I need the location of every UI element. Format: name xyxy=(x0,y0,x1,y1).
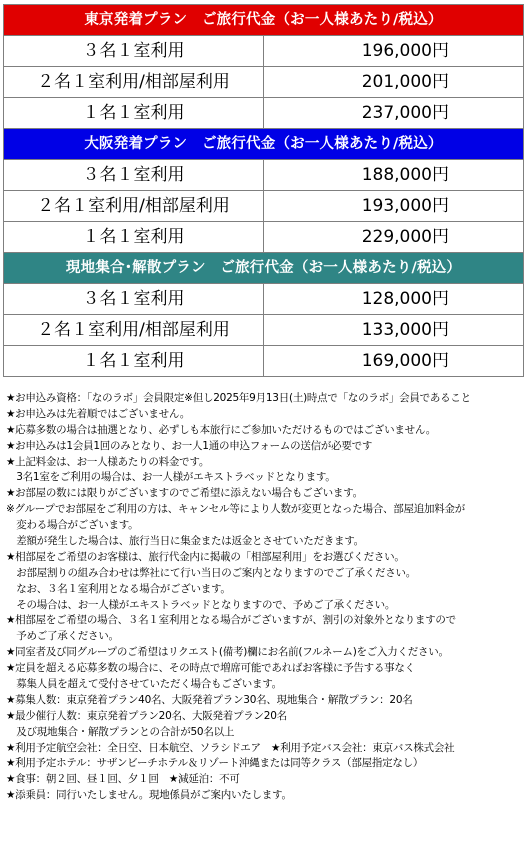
note-line: お部屋割りの組み合わせは弊社にて行い当日のご案内となりますのでご了承ください。 xyxy=(6,566,416,579)
note-line: その場合は、お一人様がエキストラベッドとなりますので、予めご了承ください。 xyxy=(6,598,396,611)
note-line: ★利用予定航空会社：全日空、日本航空、ソラシドエア ★利用予定バス会社：東京バス株式会社 xyxy=(6,741,455,754)
note-line: ★添乗員：同行いたしません。現地係員がご案内いたします。 xyxy=(6,789,292,802)
room-type-label: １名１室利用 xyxy=(4,222,264,253)
price-row xyxy=(4,346,524,377)
note-line: ★食事：朝２回、昼１回、夕１回 ★減延泊：不可 xyxy=(6,773,240,786)
tokyo-section-heading: 東京発着プラン ご旅行代金（お一人様あたり/税込） xyxy=(4,5,524,36)
note-line: ★定員を超える応募多数の場合に、その時点で増席可能であればお客様に予告する事なく xyxy=(6,662,415,675)
note-line: ★同室者及び同グループのご希望はリクエスト(備考)欄にお名前(フルネーム)をご入力ください。 xyxy=(6,646,449,659)
price-value: 128,000円 xyxy=(264,284,524,315)
price-row xyxy=(4,36,524,67)
room-type-label: ３名１室利用 xyxy=(4,160,264,191)
note-line: ★お部屋の数には限りがございますのでご希望に添えない場合もございます。 xyxy=(6,487,363,500)
room-type-label: ３名１室利用 xyxy=(4,284,264,315)
price-value: 201,000円 xyxy=(264,67,524,98)
price-row xyxy=(4,191,524,222)
note-line: ★上記料金は、お一人様あたりの料金です。 xyxy=(6,455,210,468)
price-value: 188,000円 xyxy=(264,160,524,191)
note-line: なお、３名１室利用となる場合がございます。 xyxy=(6,582,231,595)
price-value: 193,000円 xyxy=(264,191,524,222)
price-row xyxy=(4,222,524,253)
note-line: ★お申込みは1会員1回のみとなり、お一人1通の申込フォームの送信が必要です xyxy=(6,439,373,452)
note-line: ★利用予定ホテル：サザンビーチホテル＆リゾート沖縄または同等クラス（部屋指定なし） xyxy=(6,757,424,770)
note-line: ★お申込み資格：「なのラボ」会員限定※但し2025年9月13日(土)時点で「なのラボ」会員であること xyxy=(6,392,471,404)
note-line: ★相部屋をご希望の場合、３名１室利用となる場合がございますが、割引の対象外となりますので xyxy=(6,614,456,627)
price-row xyxy=(4,98,524,129)
note-line: 3名1室をご利用の場合は、お一人様がエキストラベッドとなります。 xyxy=(6,471,336,484)
note-line: ★募集人数：東京発着プラン40名、大阪発着プラン30名、現地集合・解散プラン：20名 xyxy=(6,693,413,706)
price-value: 133,000円 xyxy=(264,315,524,346)
room-type-label: ２名１室利用/相部屋利用 xyxy=(4,315,264,346)
note-line: ★応募多数の場合は抽選となり、必ずしも本旅行にご参加いただけるものではございません。 xyxy=(6,423,437,436)
room-type-label: ２名１室利用/相部屋利用 xyxy=(4,191,264,222)
local-section-heading: 現地集合･解散プラン ご旅行代金（お一人様あたり/税込） xyxy=(4,253,524,284)
room-type-label: １名１室利用 xyxy=(4,98,264,129)
price-row xyxy=(4,284,524,315)
note-line: ※グループでお部屋をご利用の方は、キャンセル等により人数が変更となった場合、部屋追加料金が xyxy=(6,503,466,516)
osaka-section-heading: 大阪発着プラン ご旅行代金（お一人様あたり/税込） xyxy=(4,129,524,160)
note-line: 予めご了承ください。 xyxy=(6,630,119,643)
note-line: 募集人員を超えて受付させていただく場合もございます。 xyxy=(6,678,282,691)
room-type-label: ２名１室利用/相部屋利用 xyxy=(4,67,264,98)
price-row xyxy=(4,315,524,346)
price-value: 229,000円 xyxy=(264,222,524,253)
local-section-header xyxy=(4,253,524,284)
note-line: ★お申込みは先着順ではございません。 xyxy=(6,407,191,420)
note-line: ★最少催行人数：東京発着プラン20名、大阪発着プラン20名 xyxy=(6,709,287,722)
osaka-section-header xyxy=(4,129,524,160)
note-line: 変わる場合がございます。 xyxy=(6,519,139,532)
price-row xyxy=(4,160,524,191)
note-line: 及び現地集合・解散プランとの合計が50名以上 xyxy=(6,725,235,738)
note-line: ★相部屋をご希望のお客様は、旅行代金内に掲載の「相部屋利用」をお選びください。 xyxy=(6,550,405,563)
price-value: 237,000円 xyxy=(264,98,524,129)
price-value: 196,000円 xyxy=(264,36,524,67)
note-line: 差額が発生した場合は、旅行当日に集金または返金とさせていただきます。 xyxy=(6,535,364,548)
price-table xyxy=(3,4,524,377)
price-value: 169,000円 xyxy=(264,346,524,377)
room-type-label: ３名１室利用 xyxy=(4,36,264,67)
room-type-label: １名１室利用 xyxy=(4,346,264,377)
notes-list xyxy=(6,391,526,804)
tokyo-section-header xyxy=(4,5,524,36)
price-row xyxy=(4,67,524,98)
